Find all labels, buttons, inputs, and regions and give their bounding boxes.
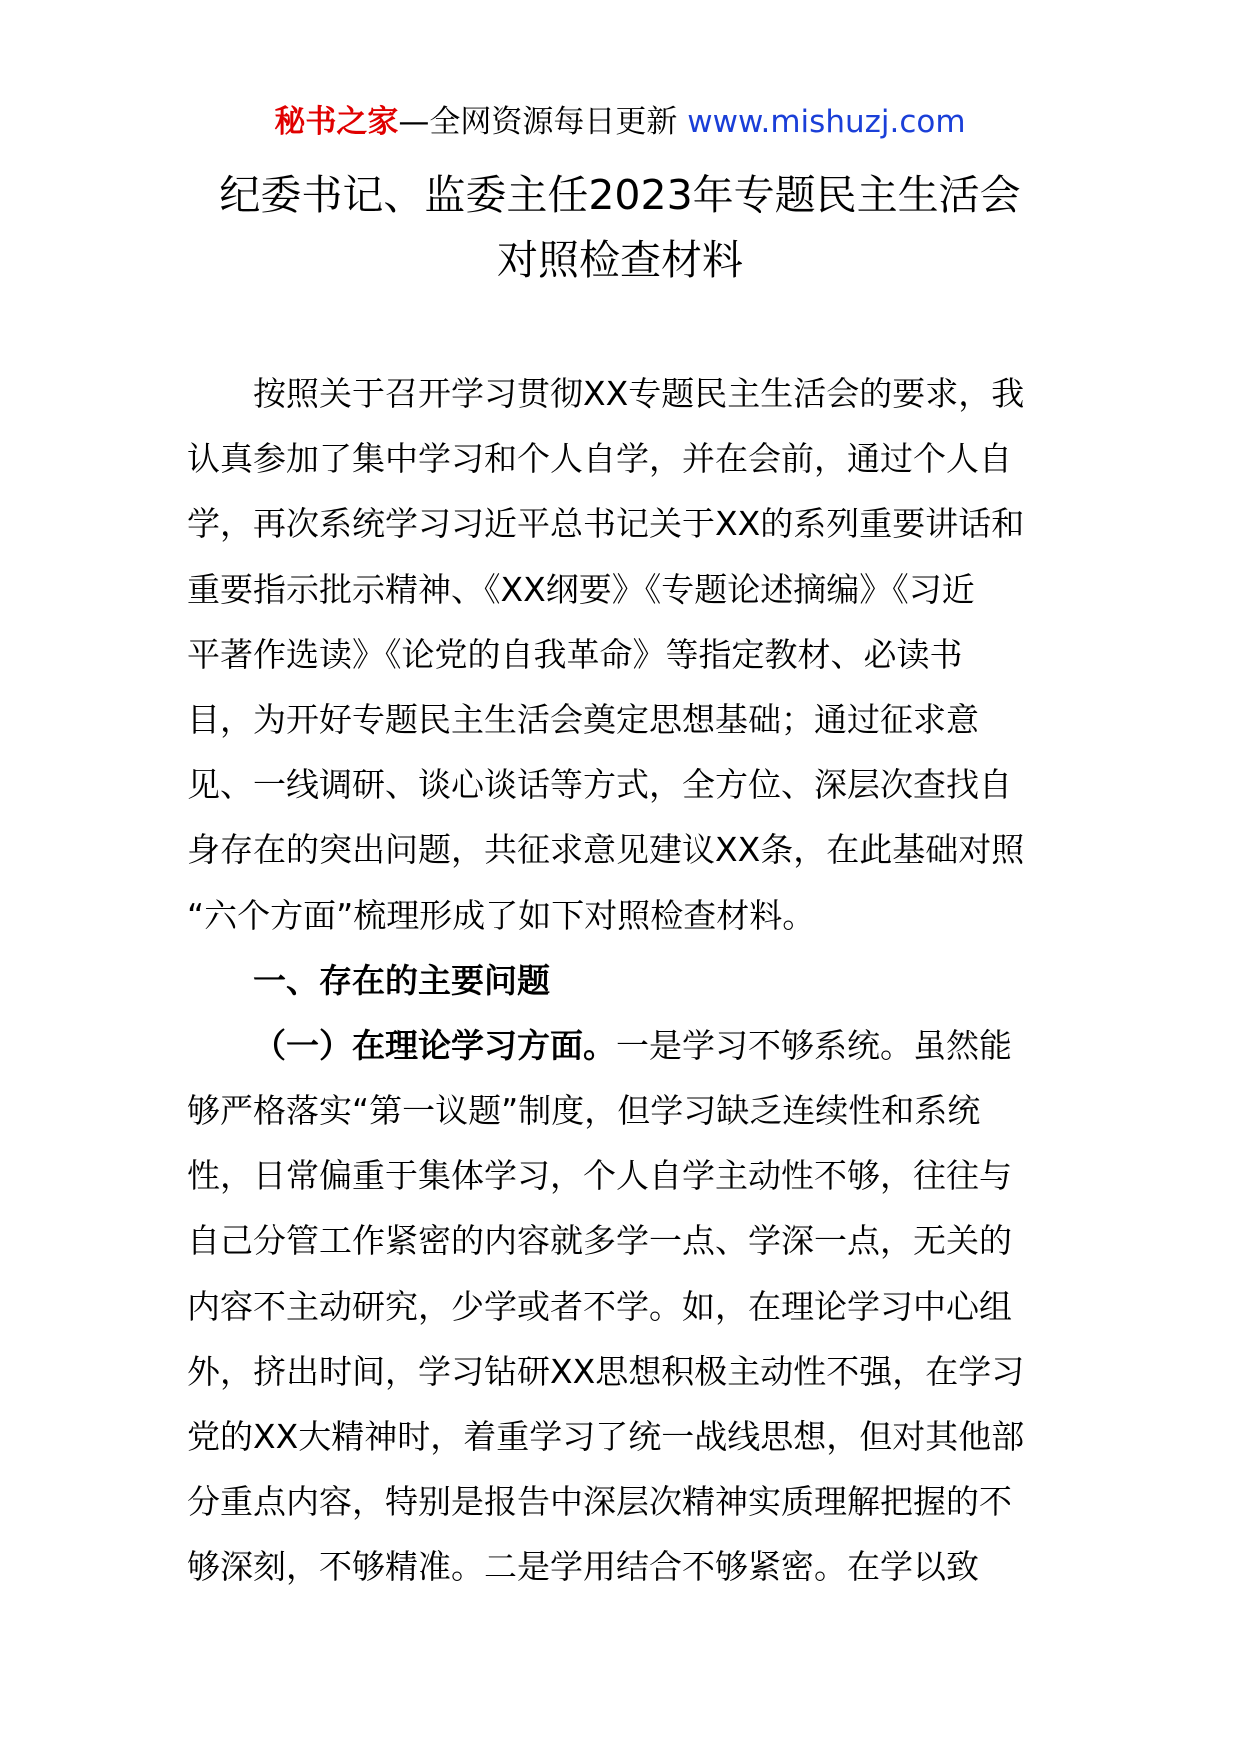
- section-heading: 一、存在的主要问题: [253, 960, 550, 1000]
- document-title-line-2: 对照检查材料: [497, 236, 743, 284]
- body-line: 认真参加了集中学习和个人自学，并在会前，通过个人自: [187, 439, 1012, 479]
- subsection-heading: （一）在理论学习方面。: [253, 1025, 616, 1065]
- body-line: 够严格落实“第一议题”制度，但学习缺乏连续性和系统: [187, 1091, 981, 1131]
- body-line: 外，挤出时间，学习钻研XX思想积极主动性不强，在学习: [187, 1351, 1025, 1391]
- body-line: 自己分管工作紧密的内容就多学一点、学深一点，无关的: [187, 1221, 1012, 1261]
- brand-name: 秘书之家: [274, 104, 399, 140]
- site-url-link[interactable]: www.mishuzj.com: [687, 104, 966, 140]
- body-line: “六个方面”梳理形成了如下对照检查材料。: [187, 895, 816, 935]
- subsection-first-line-text: 一是学习不够系统。虽然能: [616, 1025, 1012, 1065]
- body-line: 身存在的突出问题，共征求意见建议XX条，在此基础对照: [187, 830, 1025, 870]
- body-line: 分重点内容，特别是报告中深层次精神实质理解把握的不: [187, 1482, 1012, 1522]
- body-line: 目，为开好专题民主生活会奠定思想基础；通过征求意: [187, 699, 979, 739]
- document-body: [187, 361, 1057, 1600]
- body-line: 够深刻，不够精准。二是学用结合不够紧密。在学以致: [187, 1547, 979, 1587]
- body-line: 按照关于召开学习贯彻XX专题民主生活会的要求，我: [253, 374, 1025, 413]
- body-line: 学，再次系统学习习近平总书记关于XX的系列重要讲话和: [187, 504, 1025, 544]
- subsection-first-line: [187, 1013, 1057, 1078]
- site-header: [0, 100, 1240, 144]
- header-tagline: —全网资源每日更新: [398, 104, 688, 140]
- body-line: 见、一线调研、谈心谈话等方式，全方位、深层次查找自: [187, 765, 1012, 805]
- body-line: 性，日常偏重于集体学习，个人自学主动性不够，往往与: [187, 1156, 1012, 1196]
- body-line: 党的XX大精神时，着重学习了统一战线思想，但对其他部: [187, 1417, 1025, 1456]
- body-line: 平著作选读》《论党的自我革命》等指定教材、必读书: [187, 634, 963, 674]
- body-line: 重要指示批示精神、《XX纲要》《专题论述摘编》《习近: [187, 569, 975, 609]
- body-line: 内容不主动研究，少学或者不学。如，在理论学习中心组: [187, 1286, 1012, 1326]
- document-title-line-1: 纪委书记、监委主任2023年专题民主生活会: [219, 171, 1021, 219]
